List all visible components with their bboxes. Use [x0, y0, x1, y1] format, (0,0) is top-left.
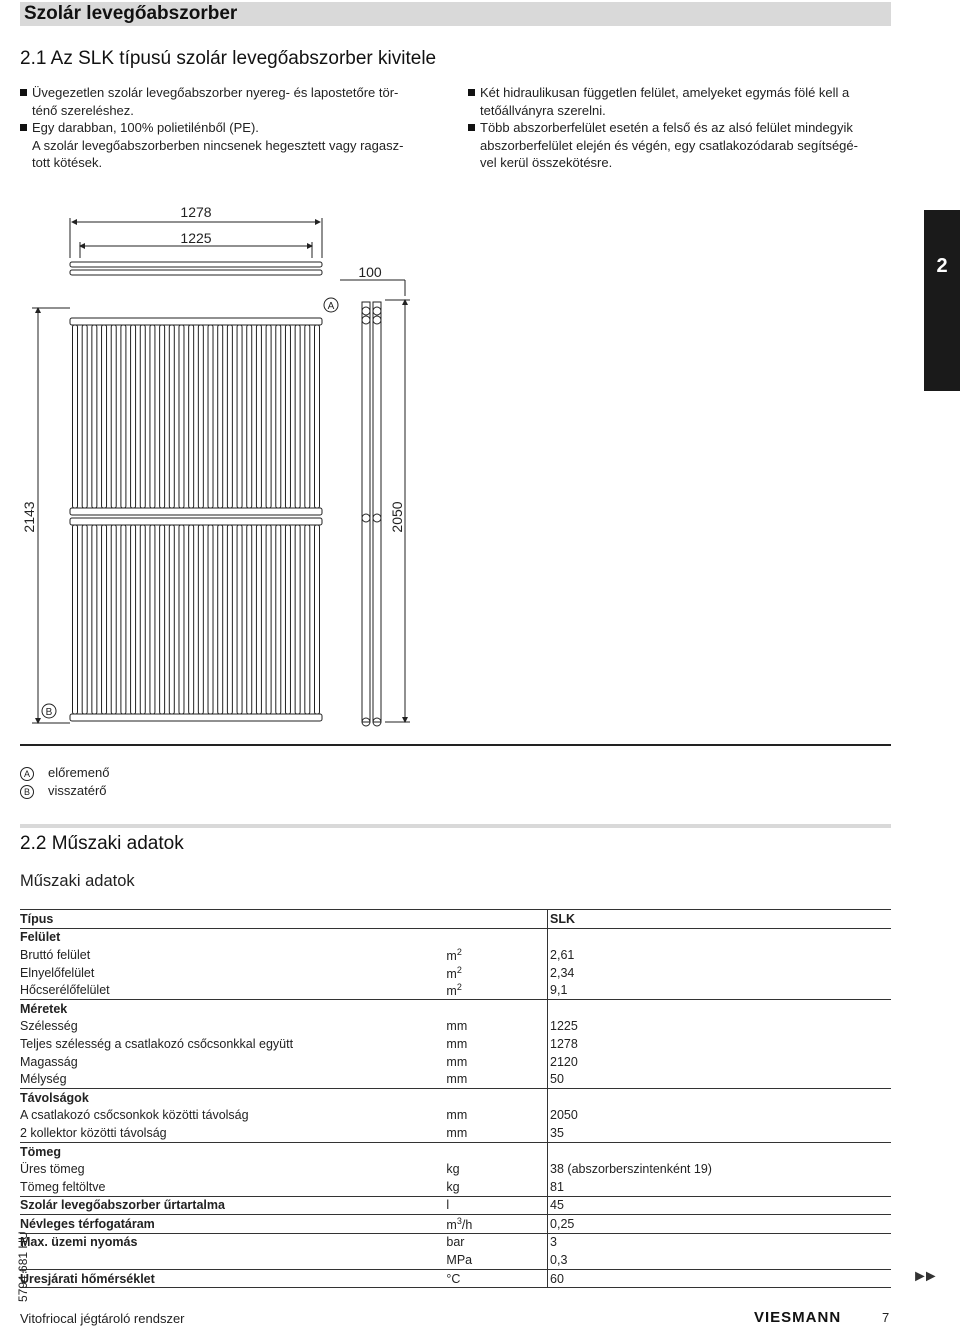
- footer-title: Vitofriocal jégtároló rendszer: [20, 1311, 185, 1326]
- absorber-tube: [150, 525, 155, 714]
- row-label: Üresjárati hőmérséklet: [20, 1269, 446, 1288]
- row-value: 2,61: [548, 946, 891, 964]
- row-label: 2 kollektor közötti távolság: [20, 1125, 167, 1140]
- dim-overall-width: 1278: [180, 204, 212, 220]
- table-row: [20, 1233, 891, 1251]
- absorber-tube: [189, 325, 194, 508]
- row-unit: mm: [446, 1125, 468, 1140]
- table-row: [20, 1142, 891, 1160]
- row-value: 35: [548, 1124, 891, 1142]
- row-value: 1225: [548, 1018, 891, 1036]
- table-row: [20, 1196, 891, 1215]
- section-title-2-1: 2.1 Az SLK típusú szolár levegőabszorber kivitele: [20, 48, 437, 69]
- row-value: [548, 1088, 891, 1106]
- absorber-drawing: [0, 190, 960, 750]
- table-row: [20, 1053, 891, 1071]
- absorber-tube: [218, 325, 223, 508]
- page-header-title: Szolár levegőabszorber: [24, 3, 238, 24]
- document-number: 5794 681 HU: [16, 1231, 30, 1302]
- absorber-lower-panel: [70, 518, 322, 721]
- header-type: Típus: [20, 910, 446, 929]
- row-label: Hőcserélőfelület: [20, 983, 110, 998]
- intro-left-line: Egy darabban, 100% polietilénből (PE).: [20, 119, 440, 137]
- row-value: 81: [548, 1178, 891, 1196]
- page-header-bar: [20, 2, 891, 26]
- absorber-tube: [305, 325, 310, 508]
- intro-right-line: Két hidraulikusan független felület, amelyeket egymás fölé kell a: [468, 84, 891, 102]
- absorber-tube: [208, 325, 213, 508]
- row-label: Méretek: [20, 999, 446, 1017]
- row-value: 38 (abszorberszintenként 19): [548, 1160, 891, 1178]
- intro-left-line: Üvegezetlen szolár levegőabszorber nyereg- és lapostetőre tör-: [20, 84, 440, 102]
- absorber-tube: [82, 325, 87, 508]
- row-unit: $m^2$: [446, 982, 462, 999]
- absorber-tube: [121, 525, 126, 714]
- intro-right-column: [468, 84, 891, 172]
- row-label: Tömeg feltöltve: [20, 1179, 106, 1194]
- absorber-tube: [160, 525, 165, 714]
- row-value: [548, 1142, 891, 1160]
- legend-key: B: [20, 785, 34, 799]
- absorber-tube: [82, 525, 87, 714]
- row-unit: $m^2$: [446, 946, 462, 964]
- row-unit: $m^3/h$: [446, 1215, 547, 1234]
- row-unit: mm: [446, 1108, 468, 1123]
- table-row: [20, 1070, 891, 1088]
- header-unit: [446, 910, 547, 929]
- table-row: [20, 928, 891, 946]
- row-value: 2,34: [548, 964, 891, 982]
- absorber-tube: [295, 325, 300, 508]
- intro-right-line: Több abszorberfelület esetén a felső és az alsó felület mindegyik: [468, 119, 891, 137]
- row-value: 0,3: [548, 1251, 891, 1269]
- page-number: 7: [882, 1310, 890, 1325]
- bullet-icon: [20, 89, 27, 96]
- row-label: Névleges térfogatáram: [20, 1215, 446, 1234]
- absorber-tube: [169, 325, 174, 508]
- legend-text: visszatérő: [48, 783, 107, 798]
- row-value: 3: [548, 1233, 891, 1251]
- absorber-tube: [131, 525, 136, 714]
- section-divider: [20, 824, 891, 828]
- absorber-tube: [131, 325, 136, 508]
- row-value: 45: [548, 1196, 891, 1215]
- absorber-tube: [179, 525, 184, 714]
- intro-left-column: [20, 84, 440, 172]
- header-model: SLK: [548, 910, 891, 929]
- absorber-tube: [218, 525, 223, 714]
- row-value: 50: [548, 1070, 891, 1088]
- row-unit: mm: [446, 1054, 468, 1069]
- row-unit: kg: [446, 1179, 460, 1194]
- absorber-tube: [198, 325, 203, 508]
- table-row: [20, 964, 891, 982]
- absorber-tube: [227, 325, 232, 508]
- absorber-tube: [276, 525, 281, 714]
- absorber-tube: [198, 525, 203, 714]
- intro-right-line: abszorberfelület elején és végén, egy csatlakozódarab segítségé-: [480, 137, 858, 153]
- absorber-tube: [208, 525, 213, 714]
- absorber-tube: [315, 325, 320, 508]
- absorber-tube: [73, 325, 78, 508]
- dim-connector-distance: 2050: [389, 501, 405, 533]
- row-label: Tömeg: [20, 1142, 446, 1160]
- absorber-tube: [102, 525, 107, 714]
- row-unit: l: [446, 1196, 547, 1215]
- legend-key: A: [20, 767, 34, 781]
- row-label: Szolár levegőabszorber űrtartalma: [20, 1196, 446, 1215]
- table-row: [20, 1269, 891, 1288]
- row-unit: mm: [446, 1036, 468, 1051]
- section-title-2-2: 2.2 Műszaki adatok: [20, 833, 184, 854]
- row-unit: [446, 1088, 547, 1106]
- legend-item-b: [20, 783, 107, 799]
- table-row: [20, 1018, 891, 1036]
- row-unit: bar: [446, 1233, 547, 1251]
- row-unit: [446, 999, 547, 1017]
- absorber-tube: [121, 325, 126, 508]
- dim-depth: 100: [358, 264, 382, 280]
- absorber-tube: [92, 525, 97, 714]
- row-label: Üres tömeg: [20, 1162, 85, 1177]
- intro-right-line: vel kerül összekötésre.: [480, 155, 613, 170]
- row-value: 2050: [548, 1107, 891, 1125]
- legend-item-a: [20, 765, 109, 781]
- absorber-tube: [285, 525, 290, 714]
- row-unit: [446, 1142, 547, 1160]
- absorber-tube: [150, 325, 155, 508]
- row-label: Magasság: [20, 1054, 78, 1069]
- absorber-tube: [140, 325, 145, 508]
- row-label: Teljes szélesség a csatlakozó csőcsonkkal együtt: [20, 1036, 294, 1051]
- absorber-upper-panel: [70, 318, 322, 515]
- chapter-tab-number: 2: [936, 255, 948, 277]
- intro-left-line: tott kötések.: [32, 155, 103, 170]
- intro-left-line: A szolár levegőabszorberben nincsenek hegesztett vagy ragasz-: [32, 137, 404, 153]
- dim-width: 1225: [180, 230, 212, 246]
- row-label: A csatlakozó csőcsonkok közötti távolság: [20, 1108, 249, 1123]
- legend-text: előremenő: [48, 765, 110, 780]
- absorber-tube: [189, 525, 194, 714]
- dim-height: 2143: [21, 501, 37, 533]
- row-unit: °C: [446, 1269, 547, 1288]
- table-row: [20, 1035, 891, 1053]
- absorber-tube: [102, 325, 107, 508]
- absorber-tube: [73, 525, 78, 714]
- absorber-tube: [256, 325, 261, 508]
- row-label: Bruttó felület: [20, 947, 91, 962]
- bullet-icon: [468, 89, 475, 96]
- absorber-tube: [160, 325, 165, 508]
- bullet-icon: [20, 124, 27, 131]
- next-page-arrow-icon: ►►: [912, 1268, 934, 1285]
- row-value: 60: [548, 1269, 891, 1288]
- intro-right-line: tetőállványra szerelni.: [480, 102, 606, 118]
- table-row: [20, 1124, 891, 1142]
- table-row: [20, 981, 891, 999]
- absorber-tube: [111, 525, 116, 714]
- row-label: Max. üzemi nyomás: [20, 1233, 446, 1251]
- row-label: Elnyelőfelület: [20, 965, 95, 980]
- absorber-tube: [247, 325, 252, 508]
- row-unit: [446, 928, 547, 946]
- absorber-tube: [111, 325, 116, 508]
- row-label: Felület: [20, 928, 446, 946]
- absorber-tube: [315, 525, 320, 714]
- absorber-tube: [140, 525, 145, 714]
- absorber-tube: [237, 525, 242, 714]
- row-value: 9,1: [548, 981, 891, 999]
- table-caption: Műszaki adatok: [20, 872, 135, 890]
- absorber-tube: [285, 325, 290, 508]
- row-unit: kg: [446, 1162, 460, 1177]
- row-unit: $m^2$: [446, 964, 462, 981]
- row-label: Távolságok: [20, 1088, 446, 1106]
- table-row: [20, 1215, 891, 1234]
- table-row: [20, 999, 891, 1017]
- absorber-tube: [227, 525, 232, 714]
- table-row: [20, 1251, 891, 1269]
- table-row: [20, 1107, 891, 1125]
- absorber-tube: [179, 325, 184, 508]
- row-value: 1278: [548, 1035, 891, 1053]
- row-label: Szélesség: [20, 1019, 78, 1034]
- brand-logo: VIESMANN: [754, 1309, 842, 1326]
- absorber-tube: [256, 525, 261, 714]
- row-unit: mm: [446, 1019, 468, 1034]
- bullet-icon: [468, 124, 475, 131]
- label-b: B: [45, 707, 53, 718]
- row-value: 0,25: [548, 1215, 891, 1234]
- table-row: [20, 1088, 891, 1106]
- row-value: 2120: [548, 1053, 891, 1071]
- row-unit: MPa: [446, 1253, 473, 1268]
- absorber-tube: [247, 525, 252, 714]
- table-header-row: [20, 910, 891, 929]
- absorber-side-view: [362, 302, 381, 726]
- spec-table: [20, 909, 891, 1288]
- table-row: [20, 946, 891, 964]
- absorber-tube: [276, 325, 281, 508]
- absorber-tube: [169, 525, 174, 714]
- absorber-tube: [305, 525, 310, 714]
- table-row: [20, 1178, 891, 1196]
- row-unit: mm: [446, 1072, 468, 1087]
- row-label: Mélység: [20, 1072, 67, 1087]
- label-a: A: [327, 301, 335, 312]
- absorber-tube: [237, 325, 242, 508]
- absorber-tube: [266, 525, 271, 714]
- intro-left-line: ténő szereléshez.: [32, 102, 134, 118]
- absorber-tube: [92, 325, 97, 508]
- row-label: [20, 1251, 446, 1269]
- absorber-tube: [266, 325, 271, 508]
- absorber-tube: [295, 525, 300, 714]
- row-value: [548, 928, 891, 946]
- table-row: [20, 1160, 891, 1178]
- row-value: [548, 999, 891, 1017]
